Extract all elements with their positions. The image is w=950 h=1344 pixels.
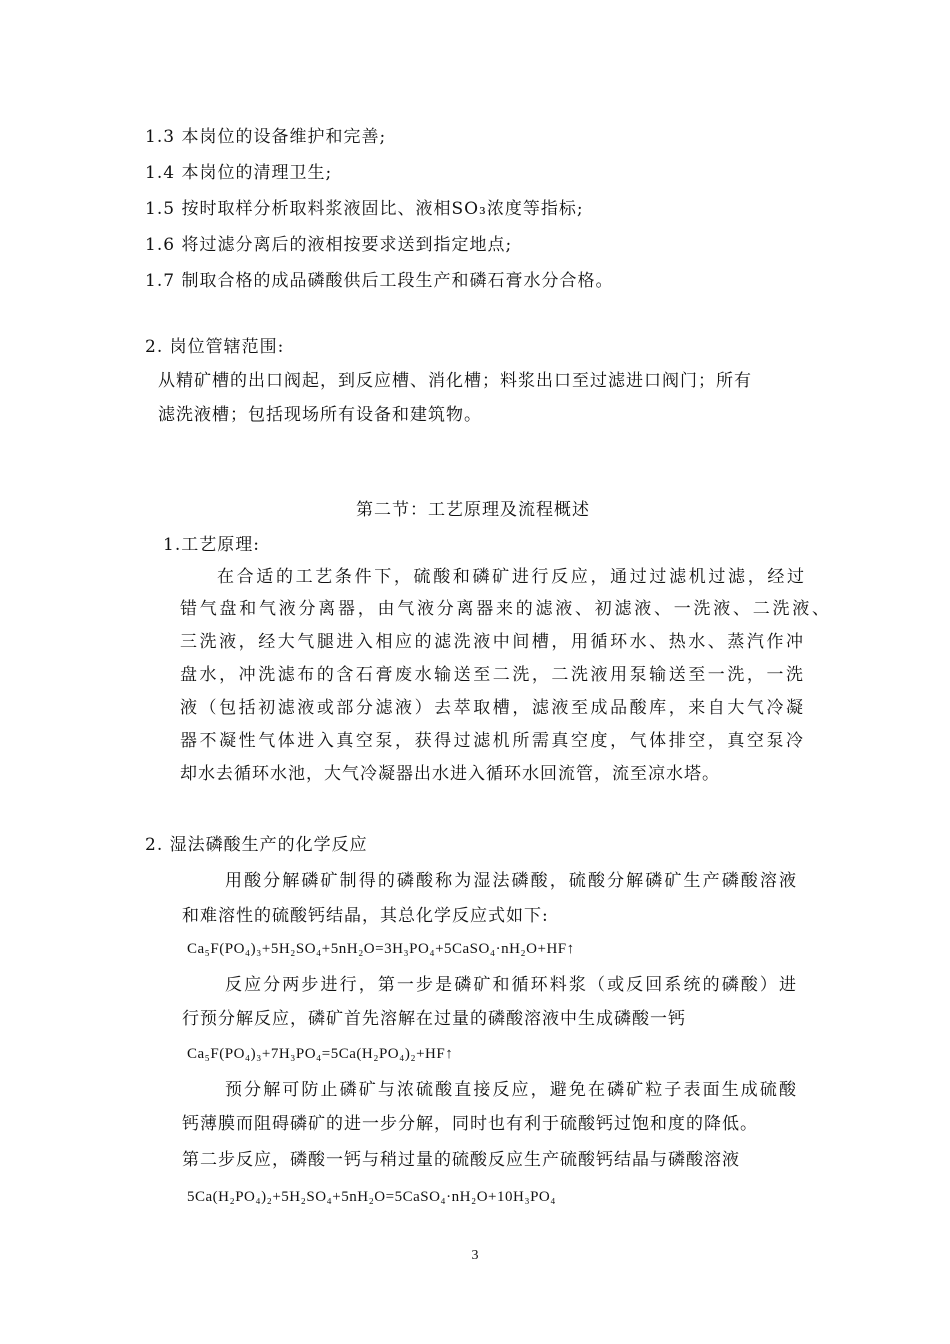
principle-line: 盘水，冲洗滤布的含石膏废水输送至二洗，二洗液用泵输送至一洗，一洗 bbox=[180, 665, 804, 685]
chemistry-pre-line: 第二步反应，磷酸一钙与稍过量的硫酸反应生产硫酸钙结晶与磷酸溶液 bbox=[182, 1150, 740, 1170]
chemistry-intro-line: 和难溶性的硫酸钙结晶，其总化学反应式如下: bbox=[182, 906, 549, 926]
formula-pre-decomposition: Ca₅F(PO₄)₃+7H₃PO₄=5Ca(H₂PO₄)₂+HF↑ bbox=[187, 1046, 454, 1062]
principle-line: 液（包括初滤液或部分滤液）去萃取槽，滤液至成品酸库，来自大气冷凝 bbox=[180, 698, 804, 718]
page-number: 3 bbox=[471, 1248, 479, 1263]
chemistry-step-line: 行预分解反应，磷矿首先溶解在过量的磷酸溶液中生成磷酸一钙 bbox=[182, 1009, 686, 1029]
principle-line: 器不凝性气体进入真空泵，获得过滤机所需真空度，气体排空，真空泵冷 bbox=[180, 731, 804, 751]
scope-line: 从精矿槽的出口阀起，到反应槽、消化槽；料浆出口至过滤进口阀门；所有 bbox=[158, 371, 752, 391]
formula-second-step: 5Ca(H₂PO₄)₂+5H₂SO₄+5nH₂O=5CaSO₄·nH₂O+10H₃PO₄ bbox=[187, 1189, 556, 1205]
duty-item: 1.7 制取合格的成品磷酸供后工段生产和磷石膏水分合格。 bbox=[145, 271, 614, 291]
chemistry-pre-line: 钙薄膜而阻碍磷矿的进一步分解，同时也有利于硫酸钙过饱和度的降低。 bbox=[182, 1114, 758, 1134]
chemistry-intro-line: 用酸分解磷矿制得的磷酸称为湿法磷酸，硫酸分解磷矿生产磷酸溶液 bbox=[225, 871, 797, 891]
principle-line: 却水去循环水池，大气冷凝器出水进入循环水回流管，流至凉水塔。 bbox=[180, 764, 720, 784]
duty-item: 1.3 本岗位的设备维护和完善; bbox=[145, 127, 387, 147]
principle-heading: 1.工艺原理: bbox=[163, 535, 260, 555]
duty-item: 1.5 按时取样分析取料浆液固比、液相SO₃浓度等指标; bbox=[145, 199, 584, 219]
scope-heading: 2. 岗位管辖范围: bbox=[145, 337, 285, 357]
principle-line: 在合适的工艺条件下，硫酸和磷矿进行反应，通过过滤机过滤，经过 bbox=[217, 567, 805, 587]
section-title: 第二节：工艺原理及流程概述 bbox=[356, 500, 590, 520]
chemistry-pre-line: 预分解可防止磷矿与浓硫酸直接反应，避免在磷矿粒子表面生成硫酸 bbox=[225, 1080, 797, 1100]
principle-line: 错气盘和气液分离器，由气液分离器来的滤液、初滤液、一洗液、二洗液、 bbox=[180, 599, 830, 619]
chemistry-step-line: 反应分两步进行，第一步是磷矿和循环料浆（或反回系统的磷酸）进 bbox=[225, 975, 797, 995]
formula-overall-reaction: Ca₅F(PO₄)₃+5H₂SO₄+5nH₂O=3H₃PO₄+5CaSO₄·nH₂O+HF↑ bbox=[187, 941, 575, 957]
scope-line: 滤洗液槽；包括现场所有设备和建筑物。 bbox=[158, 405, 482, 425]
duty-item: 1.4 本岗位的清理卫生; bbox=[145, 163, 333, 183]
chemistry-heading: 2. 湿法磷酸生产的化学反应 bbox=[145, 835, 368, 855]
principle-line: 三洗液，经大气腿进入相应的滤洗液中间槽，用循环水、热水、蒸汽作冲 bbox=[180, 632, 804, 652]
duty-item: 1.6 将过滤分离后的液相按要求送到指定地点; bbox=[145, 235, 513, 255]
